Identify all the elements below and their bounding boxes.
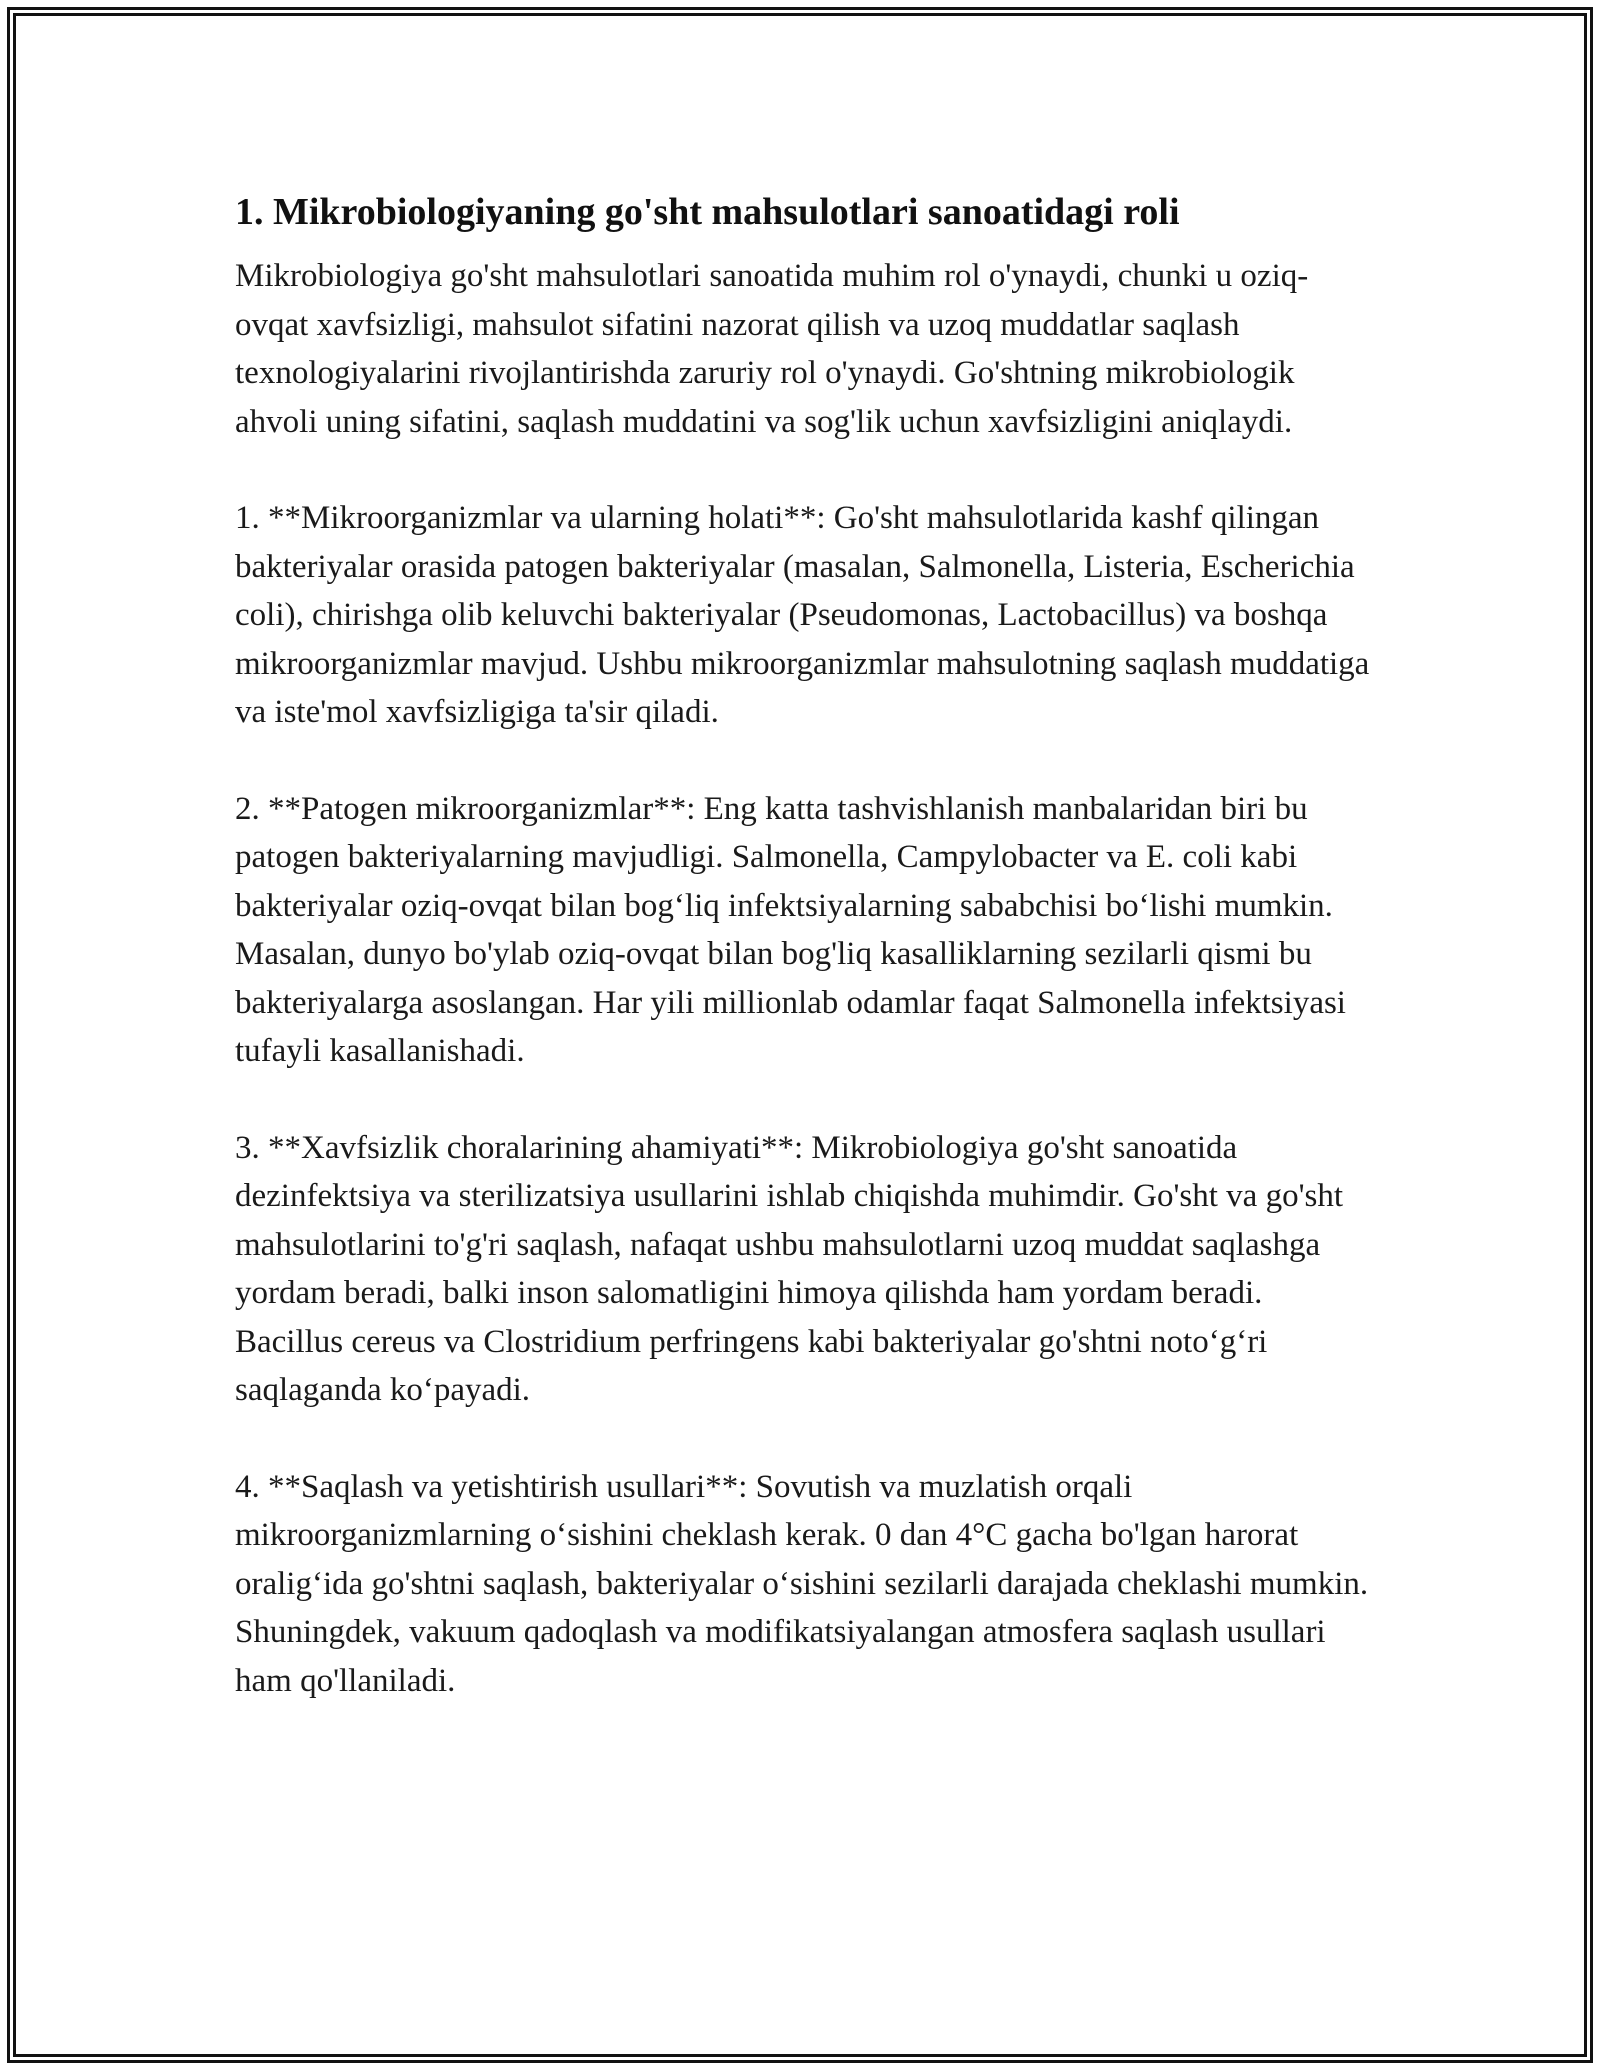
- paragraph-pathogens: 2. **Patogen mikroorganizmlar**: Eng katta tashvishlanish manbalaridan biri bu patogen bakteriyalarning mavjudligi. Salmonella, Campylobacter va E. coli kabi bakteriyalar oziq-ovqat bilan bog‘liq infektsiyalarning sababchisi bo‘lishi mumkin. Masalan, dunyo bo'ylab oziq-ovqat bilan bog'liq kasalliklarning sezilarli qismi bu bakteriyalarga asoslangan. Har yili millionlab odamlar faqat Salmonella infektsiyasi tufayli kasallanishadi.: [235, 790, 1346, 1069]
- paragraph-safety-measures: 3. **Xavfsizlik choralarining ahamiyati**: Mikrobiologiya go'sht sanoatida dezinfektsiya va sterilizatsiya usullarini ishlab chiqishda muhimdir. Go'sht va go'sht mahsulotlarini to'g'ri saqlash, nafaqat ushbu mahsulotlarni uzoq muddat saqlashga yordam beradi, balki inson salomatligini himoya qilishda ham yordam beradi. Bacillus cereus va Clostridium perfringens kabi bakteriyalar go'shtni noto‘g‘ri saqlaganda ko‘payadi.: [235, 1129, 1344, 1408]
- intro-paragraph: Mikrobiologiya go'sht mahsulotlari sanoatida muhim rol o'ynaydi, chunki u oziq-ovqat xavfsizligi, mahsulot sifatini nazorat qilish va uzoq muddatlar saqlash texnologiyalarini rivojlantirishda zaruriy rol o'ynaydi. Go'shtning mikrobiologik ahvoli uning sifatini, saqlash muddatini va sog'lik uchun xavfsizligini aniqlaydi.: [235, 258, 1309, 440]
- document-body: [235, 186, 1375, 1705]
- document-title: 1. Mikrobiologiyaning go'sht mahsulotlari sanoatidagi roli: [235, 191, 1180, 233]
- paragraph-microorganisms: 1. **Mikroorganizmlar va ularning holati**: Go'sht mahsulotlarida kashf qilingan bakteriyalar orasida patogen bakteriyalar (masalan, Salmonella, Listeria, Escherichia coli), chirishga olib keluvchi bakteriyalar (Pseudomonas, Lactobacillus) va boshqa mikroorganizmlar mavjud. Ushbu mikroorganizmlar mahsulotning saqlash muddatiga va iste'mol xavfsizligiga ta'sir qiladi.: [235, 500, 1370, 730]
- paragraph-storage-methods: 4. **Saqlash va yetishtirish usullari**: Sovutish va muzlatish orqali mikroorganizmlarning o‘sishini cheklash kerak. 0 dan 4°C gacha bo'lgan harorat oralig‘ida go'shtni saqlash, bakteriyalar o‘sishini sezilarli darajada cheklashi mumkin. Shuningdek, vakuum qadoqlash va modifikatsiyalangan atmosfera saqlash usullari ham qo'llaniladi.: [235, 1468, 1369, 1699]
